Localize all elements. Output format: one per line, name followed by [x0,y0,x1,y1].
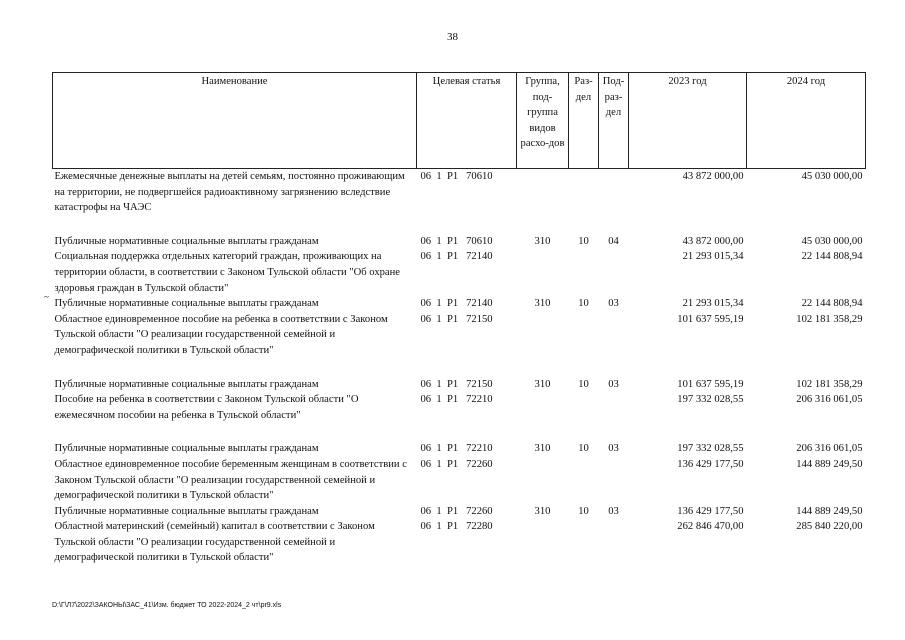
header-2023: 2023 год [629,73,747,169]
row-2023: 136 429 177,50 [677,458,744,470]
header-2024: 2024 год [747,73,866,169]
row-name: Публичные нормативные социальные выплаты гражданам [54,298,319,310]
row-name: Публичные нормативные социальные выплаты гражданам [54,235,319,247]
margin-mark: ~ [44,292,49,302]
row-2024: 144 889 249,50 [796,458,863,470]
header-group: Группа, под-группа видов расхо-дов [517,73,569,169]
row-2024: 285 840 220,00 [796,521,863,533]
row-section: 10 [578,378,589,390]
table-row [53,377,866,393]
row-spacer [53,423,866,441]
budget-table [52,72,866,566]
row-group: 310 [534,505,551,517]
row-2023: 21 293 015,34 [682,298,744,310]
table-row [53,392,866,423]
row-2023: 197 332 028,55 [677,443,744,455]
table-row [53,296,866,312]
row-group [517,457,569,504]
row-spacer [53,216,866,234]
row-subsection: 03 [608,443,619,455]
table-row [53,312,866,359]
table-row [53,234,866,250]
row-subsection [599,249,629,296]
row-subsection: 03 [608,298,619,310]
row-code: 06 1 P1 72150 [420,378,493,390]
table-row [53,249,866,296]
row-subsection: 04 [608,235,619,247]
row-2023: 262 846 470,00 [677,521,744,533]
row-subsection [599,392,629,423]
budget-table-container [52,72,865,566]
header-subsection: Под-раз-дел [599,73,629,169]
row-group: 310 [534,235,551,247]
row-section [569,392,599,423]
row-group [517,312,569,359]
row-name: Публичные нормативные социальные выплаты гражданам [54,443,319,455]
row-name: Публичные нормативные социальные выплаты гражданам [54,378,319,390]
row-section: 10 [578,505,589,517]
row-2023: 43 872 000,00 [682,171,744,182]
row-name: Областное единовременное пособие на ребенка в соответствии с Законом Тульской области "О реализации государственной семейной и демографической политики в Тульской области" [54,313,388,356]
row-code: 06 1 P1 72280 [420,521,493,533]
row-2024: 22 144 808,94 [801,298,863,310]
row-2023: 21 293 015,34 [682,251,744,263]
row-spacer [53,359,866,377]
row-code: 06 1 P1 72140 [420,251,493,263]
row-code: 06 1 P1 72210 [420,394,493,406]
row-code: 06 1 P1 72260 [420,458,493,470]
row-section [569,457,599,504]
row-group [517,392,569,423]
row-name: Пособие на ребенка в соответствии с Законом Тульской области "О ежемесячном пособии на ребенка в Тульской области" [54,394,359,421]
row-2024: 22 144 808,94 [801,251,863,263]
row-section [569,312,599,359]
row-name: Социальная поддержка отдельных категорий граждан, проживающих на территории области, в соответствии с Законом Тульской области "Об охране здоровья граждан в Тульской области" [54,251,401,294]
table-row [53,169,866,216]
header-name: Наименование [53,73,417,169]
row-group [517,519,569,566]
row-name: Публичные нормативные социальные выплаты гражданам [54,505,319,517]
row-name: Областное единовременное пособие беременным женщинам в соответствии с Законом Тульской области "О реализации государственной семейной и демографической политики в Тульской области" [54,458,407,502]
row-2024: 102 181 358,29 [796,313,863,325]
row-2024: 206 316 061,05 [796,394,863,406]
row-subsection [599,169,629,216]
row-subsection: 03 [608,505,619,517]
row-group [517,169,569,216]
row-2023: 101 637 595,19 [677,378,744,390]
row-2024: 102 181 358,29 [796,378,863,390]
row-section [569,249,599,296]
row-code: 06 1 P1 72260 [420,505,493,517]
row-name: Областной материнский (семейный) капитал в соответствии с Законом Тульской области "О реализации государственной семейной и демографической политики в Тульской области" [54,521,375,564]
row-2023: 101 637 595,19 [677,313,744,325]
row-name: Ежемесячные денежные выплаты на детей семьям, постоянно проживающим на территории, не подвергшейся радиоактивному загрязнению вследствие катастрофы на ЧАЭС [54,171,405,214]
header-section: Раз-дел [569,73,599,169]
row-code: 06 1 P1 70610 [420,171,493,182]
table-row [53,519,866,566]
row-subsection [599,312,629,359]
row-2024: 144 889 249,50 [796,505,863,517]
row-code: 06 1 P1 72140 [420,298,493,310]
row-2023: 43 872 000,00 [682,235,744,247]
table-header-row [53,73,866,169]
row-code: 06 1 P1 70610 [420,235,493,247]
row-group: 310 [534,378,551,390]
row-2023: 197 332 028,55 [677,394,744,406]
row-group: 310 [534,443,551,455]
row-code: 06 1 P1 72150 [420,313,493,325]
row-code: 06 1 P1 72210 [420,443,493,455]
row-group: 310 [534,298,551,310]
row-2024: 45 030 000,00 [801,171,863,182]
page-number: 38 [447,31,458,43]
row-section [569,519,599,566]
row-2023: 136 429 177,50 [677,505,744,517]
table-row [53,457,866,504]
row-section [569,169,599,216]
row-subsection [599,519,629,566]
row-group [517,249,569,296]
row-section: 10 [578,443,589,455]
table-row [53,441,866,457]
row-section: 10 [578,235,589,247]
row-subsection [599,457,629,504]
row-2024: 45 030 000,00 [801,235,863,247]
row-section: 10 [578,298,589,310]
table-row [53,504,866,520]
file-path-footer: D:\Г\Л7\2022\ЗАКОНЫ\ЗАС_41\Изм. бюджет ТО 2022-2024_2 чт\pr9.xls [52,602,282,609]
row-2024: 206 316 061,05 [796,443,863,455]
row-subsection: 03 [608,378,619,390]
header-target: Целевая статья [417,73,517,169]
